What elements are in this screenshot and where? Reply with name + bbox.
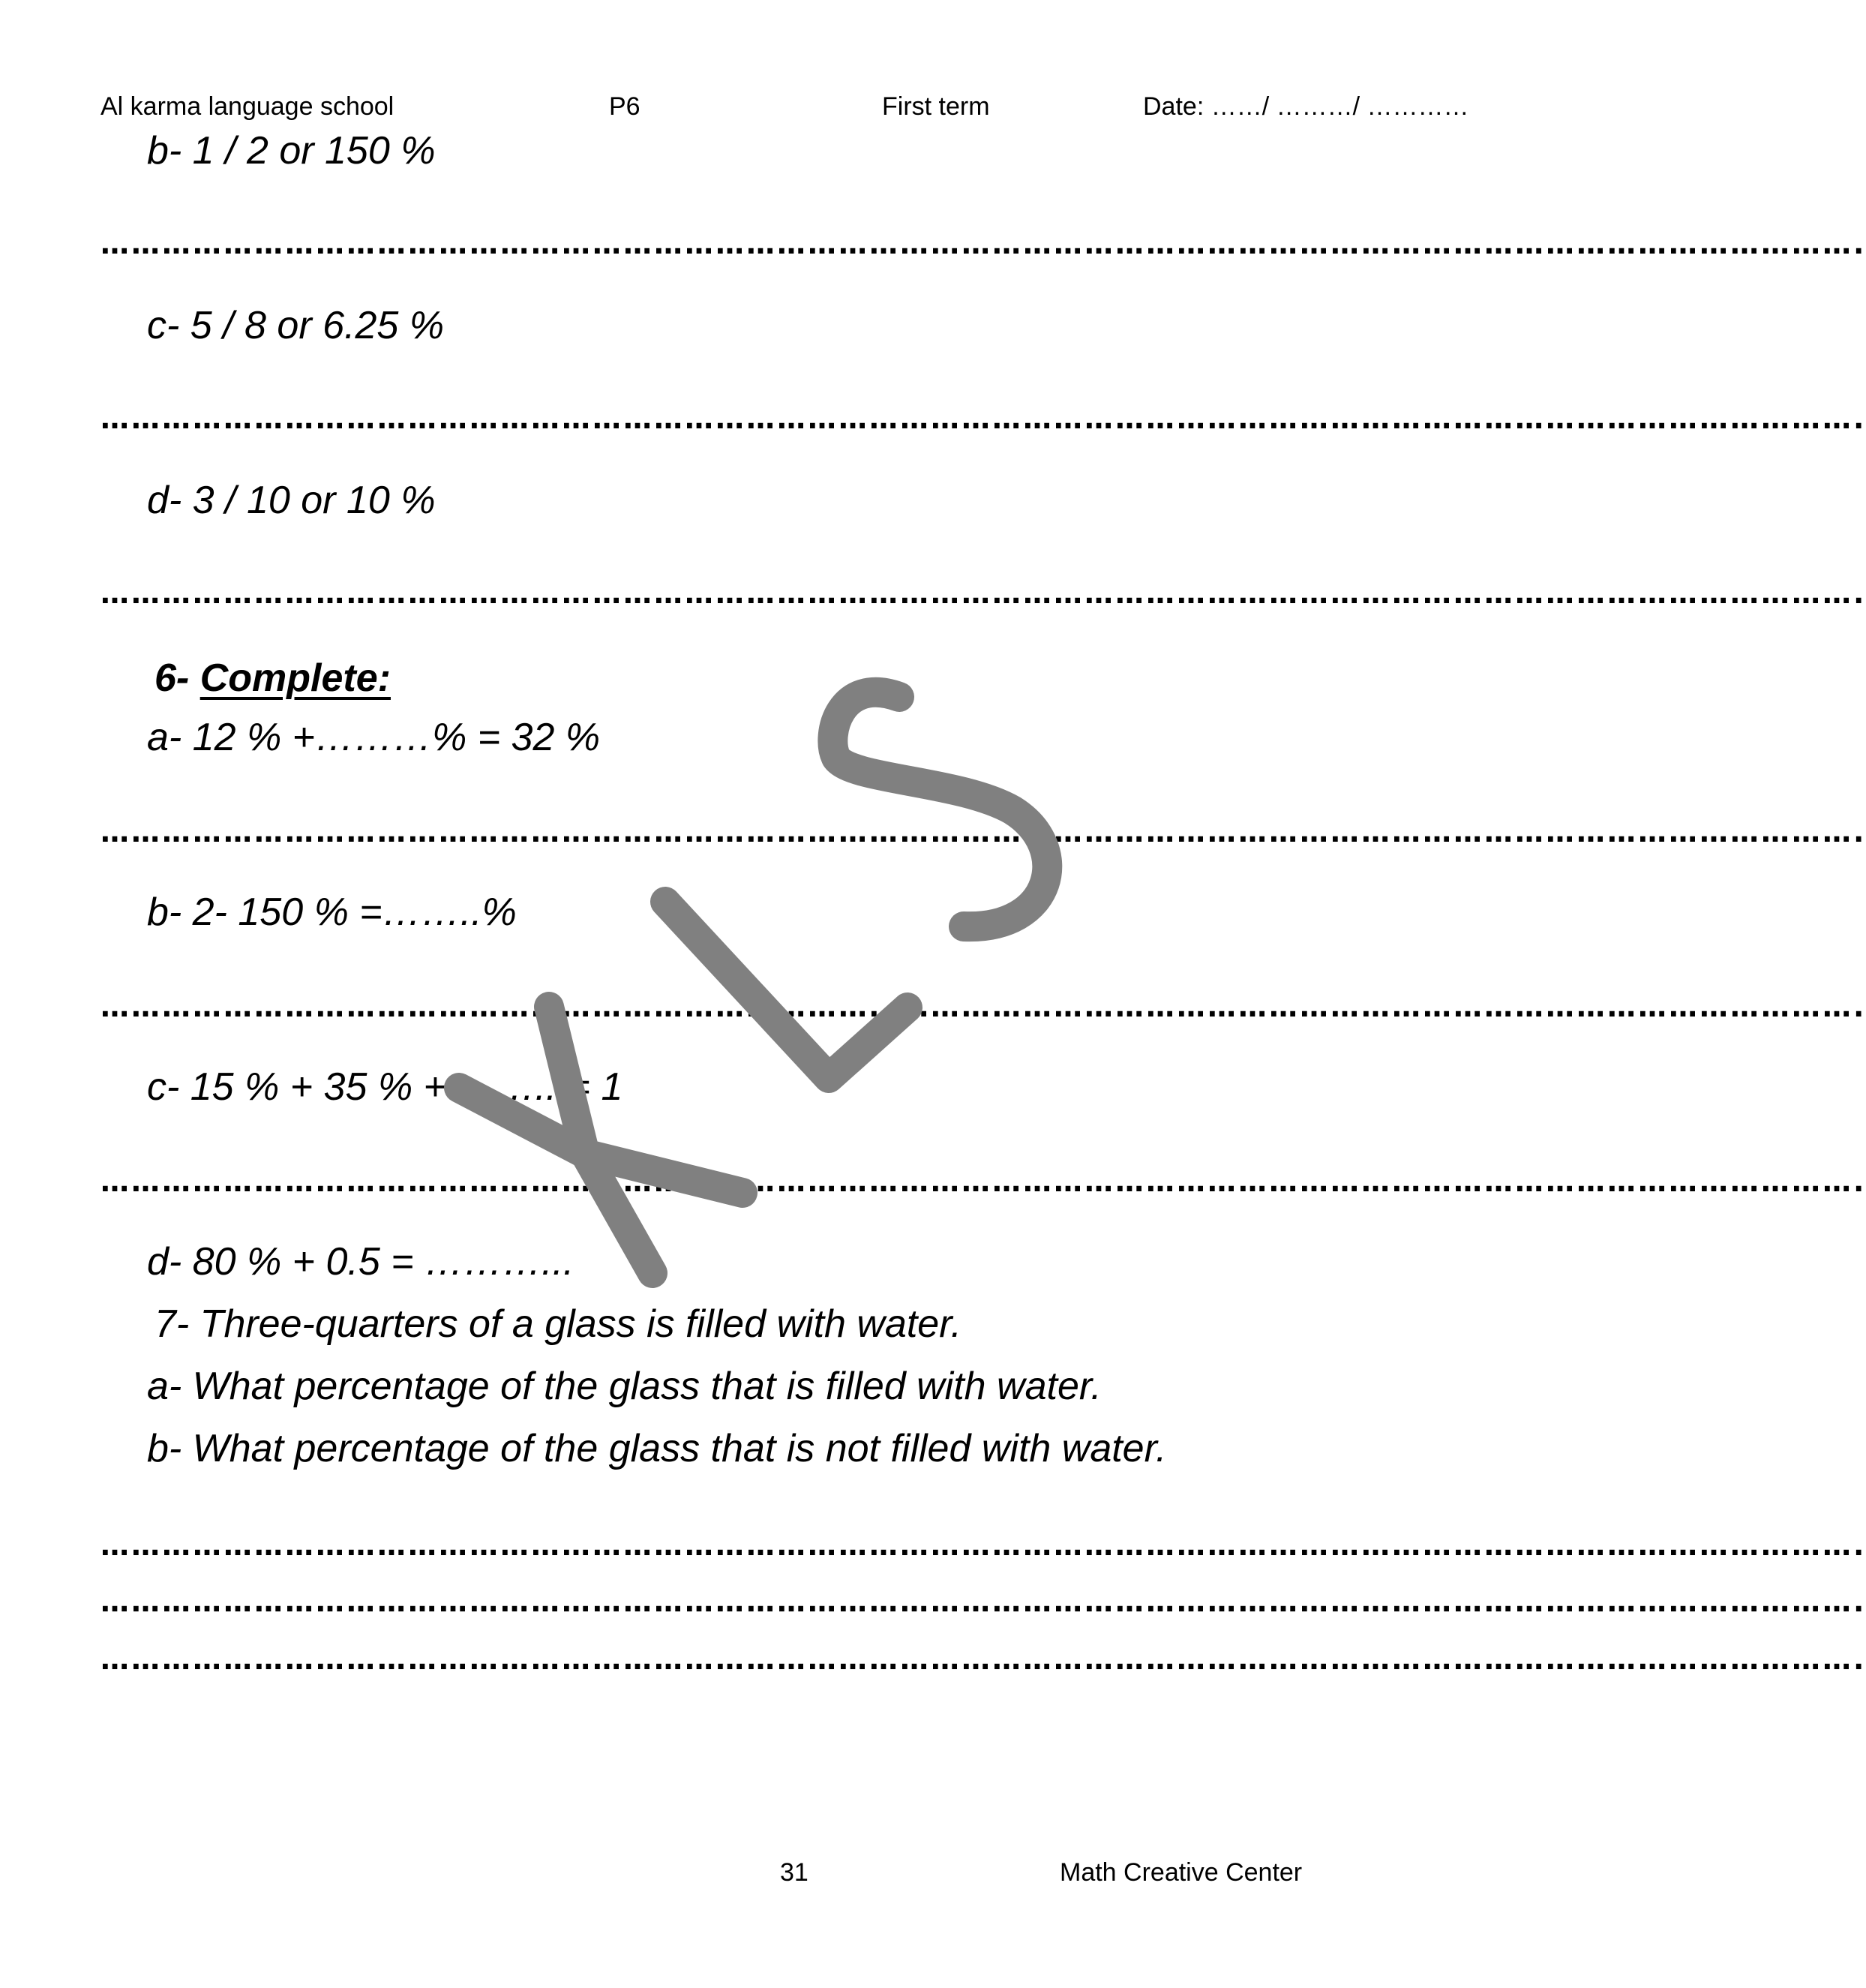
date-field: Date: ……/ ………/ ………… [1143,92,1469,121]
answer-line-5c: ………………………………………………………………………………………………………………………………………………………. [100,402,1866,435]
question-7a: a- What percentage of the glass that is filled with water. [147,1365,1102,1408]
question-6d: d- 80 % + 0.5 = ………... [147,1240,574,1284]
answer-line-6a: ………………………………………………………………………………………………………………………………………………………. [100,815,1866,848]
question-7: 7- Three-quarters of a glass is filled with water. [154,1302,962,1346]
section-6-heading [154,655,391,701]
answer-line-6c: ………………………………………………………………………………………………………………………………………………………. [100,1165,1866,1198]
answer-line-5b: ………………………………………………………………………………………………………………………………………………………. [100,227,1866,260]
question-5c: c- 5 / 8 or 6.25 % [147,304,444,347]
school-name: Al karma language school [100,92,394,121]
answer-line-6b: ………………………………………………………………………………………………………………………………………………………. [100,990,1866,1023]
term-label: First term [882,92,990,121]
question-6c: c- 15 % + 35 % + …….. = 1 [147,1065,623,1109]
watermark-letter-k [459,1007,742,1273]
question-6b: b- 2- 150 % =……..% [147,890,517,934]
page-number: 31 [780,1858,808,1887]
question-7b: b- What percentage of the glass that is not filled with water. [147,1427,1167,1470]
question-6a: a- 12 % +………% = 32 % [147,716,601,759]
center-name: Math Creative Center [1060,1858,1303,1887]
grade-label: P6 [609,92,640,121]
question-5b: b- 1 / 2 or 150 % [147,129,436,173]
answer-line-5d: ………………………………………………………………………………………………………………………………………………………. [100,577,1866,610]
question-5d: d- 3 / 10 or 10 % [147,479,436,522]
section-6-title: Complete: [200,656,391,700]
answer-line-7-3: ………………………………………………………………………………………………………………………………………………………. [100,1643,1866,1676]
section-6-number: 6- [154,656,190,700]
answer-line-7-2: ………………………………………………………………………………………………………………………………………………………. [100,1585,1866,1618]
answer-line-7-1: ………………………………………………………………………………………………………………………………………………………. [100,1529,1866,1562]
watermark-letter-s [832,692,1047,926]
